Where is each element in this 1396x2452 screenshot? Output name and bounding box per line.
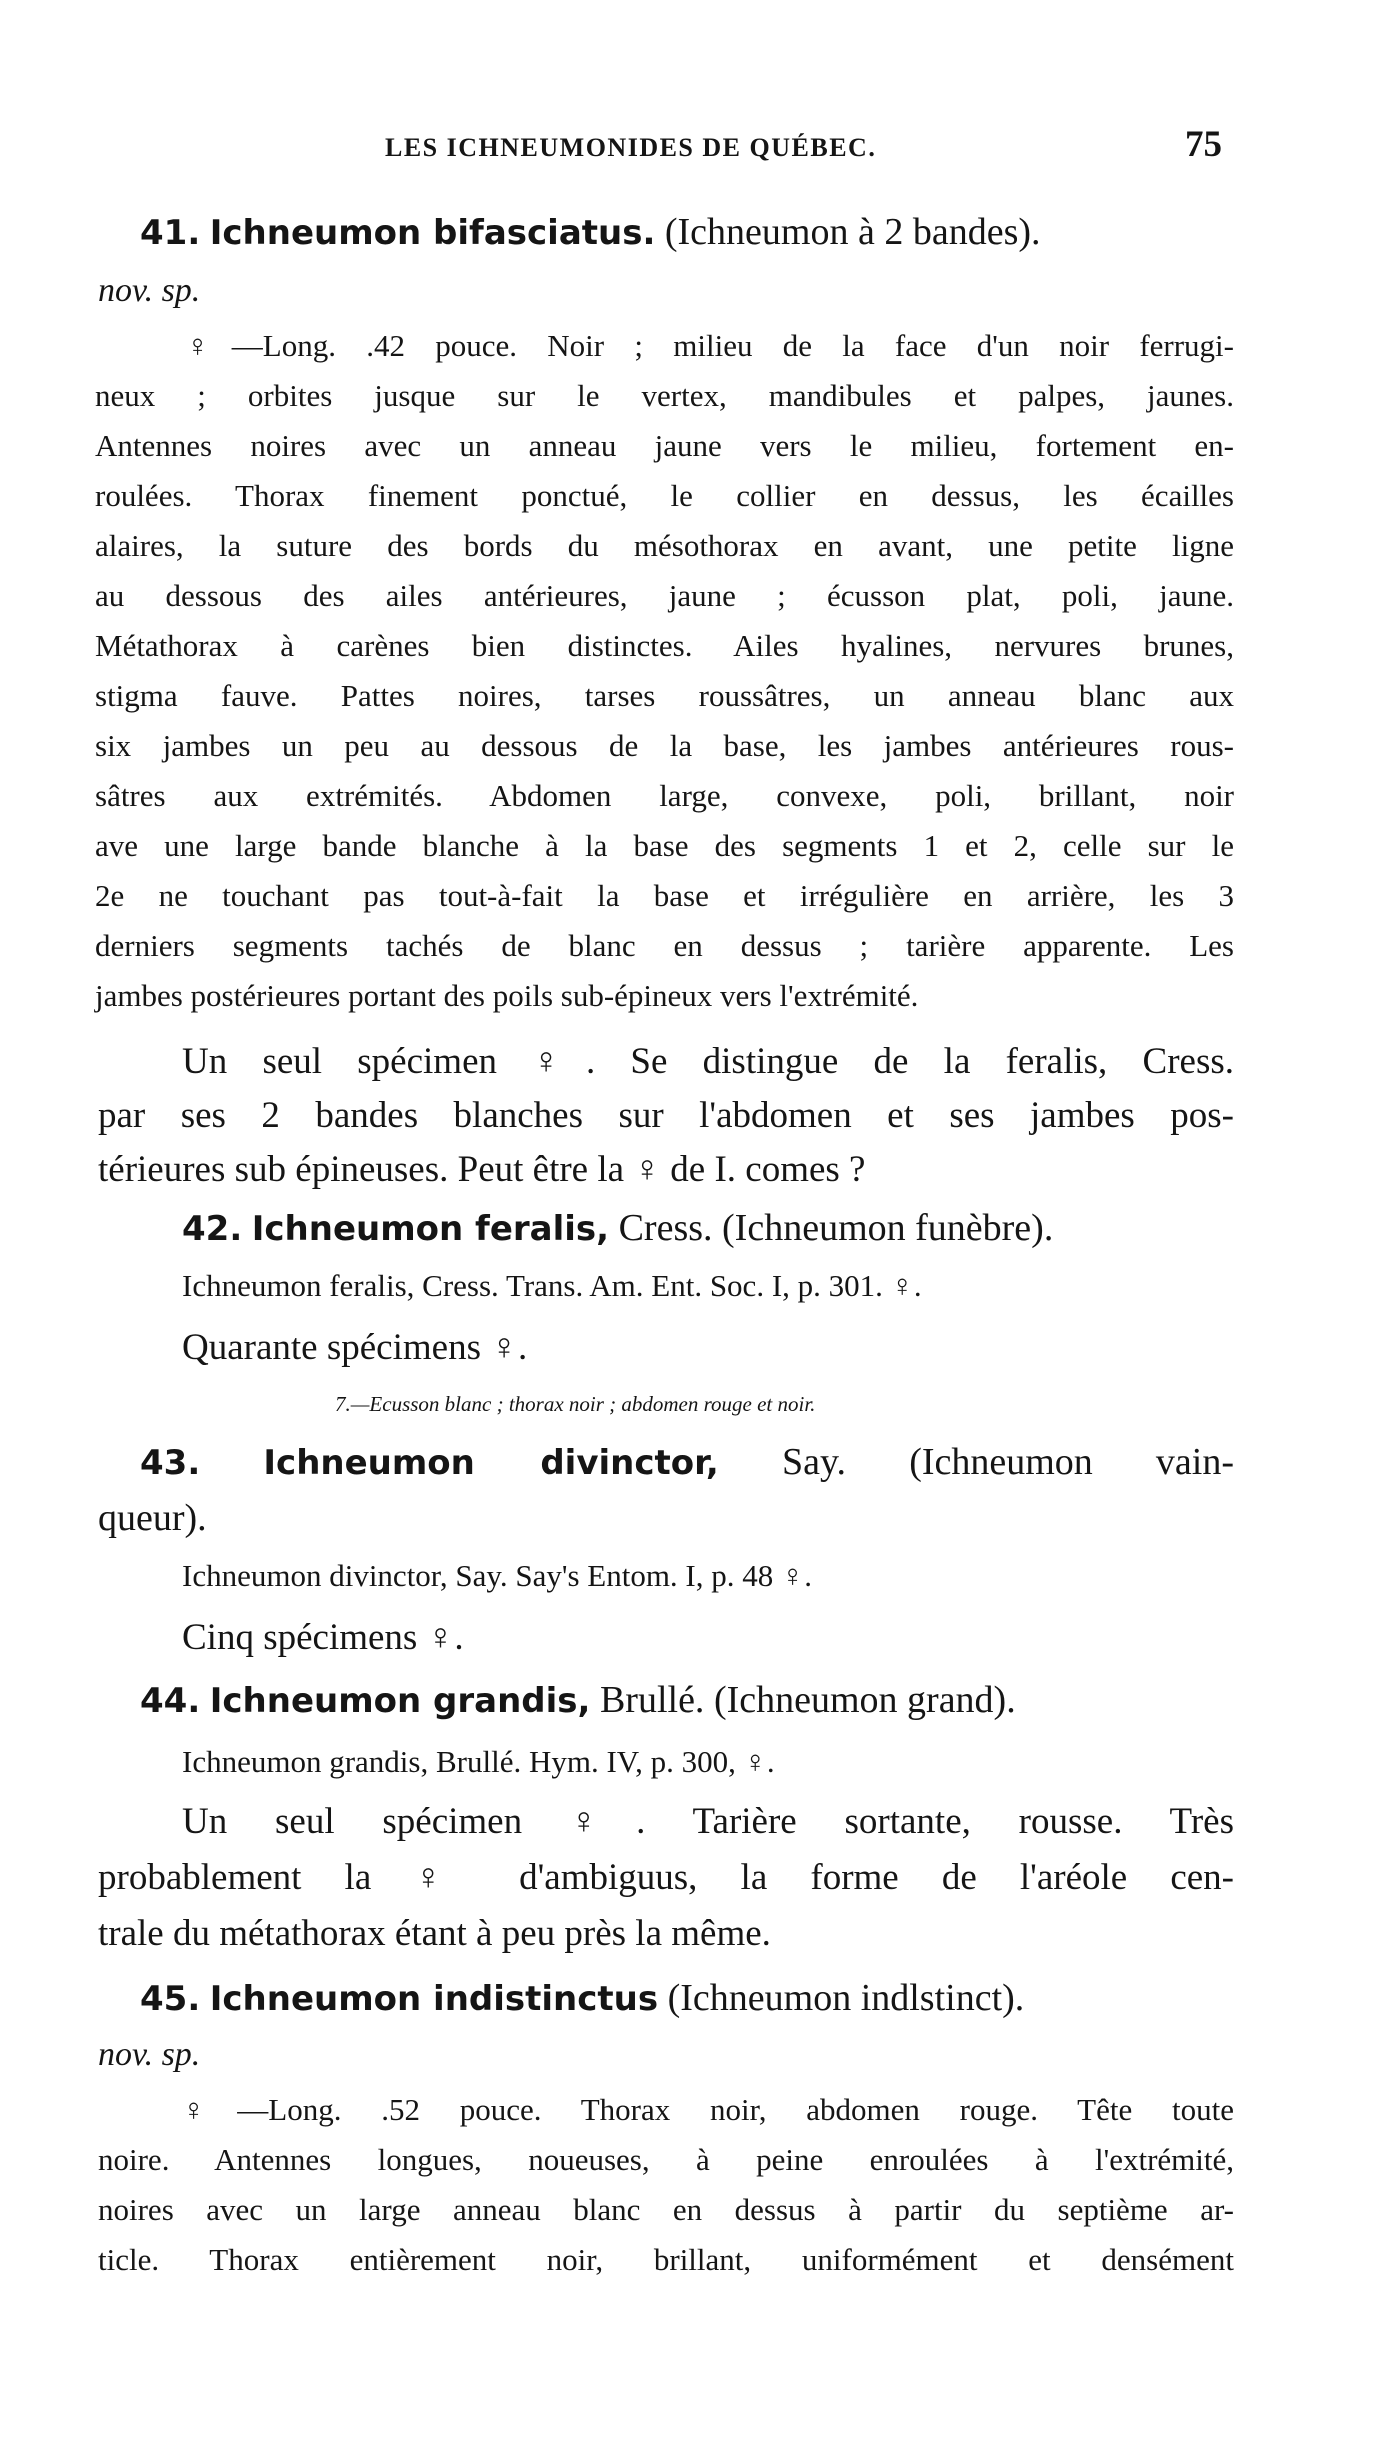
common-name-continued: queur). [98, 1497, 207, 1539]
entry-number: 42. [182, 1209, 243, 1249]
running-header: LES ICHNEUMONIDES DE QUÉBEC. [385, 133, 877, 162]
entry-number: 41. [140, 213, 201, 253]
remark-line: Un seul spécimen ♀. Se distingue de la feralis, Cress. [182, 1041, 1234, 1082]
common-name: (Ichneumon vain- [909, 1441, 1235, 1483]
species-name: Ichneumon indistinctus [209, 1979, 659, 2019]
citation: Ichneumon divinctor, Say. Say's Entom. I, p. 48 ♀. [182, 1558, 813, 1593]
species-name: Ichneumon feralis, [251, 1209, 610, 1249]
description-line: ave une large bande blanche à la base des segments 1 et 2, celle sur le [95, 828, 1234, 863]
remark-line: par ses 2 bandes blanches sur l'abdomen et ses jambes pos- [98, 1095, 1234, 1136]
description-line: neux ; orbites jusque sur le vertex, mandibules et palpes, jaunes. [95, 378, 1234, 413]
remark-line: térieures sub épineuses. Peut être la ♀ de I. comes ? [98, 1149, 866, 1190]
author-name: Brullé. [599, 1679, 705, 1721]
description-line: ♀—Long. .42 pouce. Noir ; milieu de la face d'un noir ferrugi- [186, 328, 1234, 363]
specimen-count: Quarante spécimens ♀. [182, 1327, 528, 1368]
description-line: noires avec un large anneau blanc en dessus à partir du septième ar- [98, 2192, 1234, 2227]
footnote: 7.—Ecusson blanc ; thorax noir ; abdomen rouge et noir. [335, 1392, 816, 1416]
common-name: (Ichneumon à 2 bandes). [664, 211, 1041, 253]
author-name: Say. [781, 1441, 847, 1483]
description-line: jambes postérieures portant des poils sub-épineux vers l'extrémité. [95, 978, 919, 1013]
remark-line: trale du métathorax étant à peu près la même. [98, 1913, 771, 1954]
entry-42-heading [182, 1206, 1234, 1250]
species-name: Ichneumon grandis, [209, 1681, 591, 1721]
specimen-count: Cinq spécimens ♀. [182, 1617, 464, 1658]
status-nov-sp: nov. sp. [98, 2036, 201, 2073]
entry-41-heading [140, 210, 1234, 254]
description-line: roulées. Thorax finement ponctué, le collier en dessus, les écailles [95, 478, 1234, 513]
common-name: (Ichneumon funèbre). [722, 1207, 1054, 1249]
remark-line: Un seul spécimen ♀. Tarière sortante, rousse. Très [182, 1801, 1234, 1842]
author-name: Cress. [618, 1207, 713, 1249]
description-line: Métathorax à carènes bien distinctes. Ailes hyalines, nervures brunes, [95, 628, 1234, 663]
description-line: stigma fauve. Pattes noires, tarses roussâtres, un anneau blanc aux [95, 678, 1234, 713]
citation: Ichneumon grandis, Brullé. Hym. IV, p. 300, ♀. [182, 1744, 775, 1779]
description-line: derniers segments tachés de blanc en dessus ; tarière apparente. Les [95, 928, 1234, 963]
entry-45-heading [140, 1976, 1234, 2020]
entry-44-heading [140, 1678, 1234, 1722]
common-name: (Ichneumon grand). [713, 1679, 1016, 1721]
description-line: six jambes un peu au dessous de la base, les jambes antérieures rous- [95, 728, 1234, 763]
description-line: sâtres aux extrémités. Abdomen large, convexe, poli, brillant, noir [95, 778, 1234, 813]
description-line: alaires, la suture des bords du mésothorax en avant, une petite ligne [95, 528, 1234, 563]
page-number: 75 [1185, 124, 1222, 165]
species-name: Ichneumon divinctor, [263, 1443, 719, 1483]
remark-line: probablement la ♀ d'ambiguus, la forme de l'aréole cen- [98, 1857, 1234, 1898]
citation: Ichneumon feralis, Cress. Trans. Am. Ent. Soc. I, p. 301. ♀. [182, 1268, 922, 1303]
description-line: Antennes noires avec un anneau jaune vers le milieu, fortement en- [95, 428, 1234, 463]
entry-number: 44. [140, 1681, 201, 1721]
description-line: ticle. Thorax entièrement noir, brillant, uniformément et densément [98, 2242, 1234, 2277]
entry-number: 43. [140, 1443, 201, 1483]
status-nov-sp: nov. sp. [98, 272, 201, 309]
description-line: au dessous des ailes antérieures, jaune ; écusson plat, poli, jaune. [95, 578, 1234, 613]
entry-number: 45. [140, 1979, 201, 2019]
entry-43-heading [140, 1440, 1234, 1484]
description-line: ♀—Long. .52 pouce. Thorax noir, abdomen rouge. Tête toute [182, 2092, 1234, 2127]
common-name: (Ichneumon indlstinct). [667, 1977, 1025, 2019]
species-name: Ichneumon bifasciatus. [209, 213, 656, 253]
description-line: noire. Antennes longues, noueuses, à peine enroulées à l'extrémité, [98, 2142, 1234, 2177]
description-line: 2e ne touchant pas tout-à-fait la base et irrégulière en arrière, les 3 [95, 878, 1234, 913]
